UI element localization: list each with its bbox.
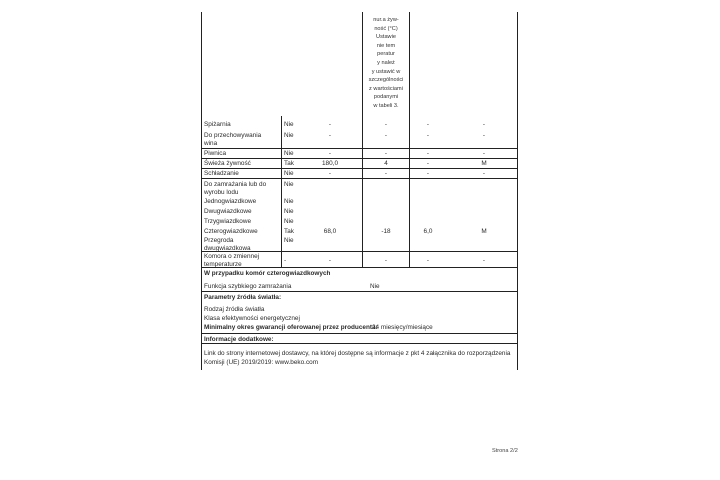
row-value: - (482, 150, 486, 157)
page-number: Strona 2/2 (492, 448, 518, 454)
row-value: - (384, 150, 388, 157)
light-heading: Parametry źródła światła: (204, 294, 282, 301)
row-flag: Tak (284, 160, 294, 167)
row-flag: Nie (284, 237, 294, 244)
row-value: - (482, 121, 486, 128)
row-value: - (384, 121, 388, 128)
info-line-2: Komisji (UE) 2019/2019: www.beko.com (204, 359, 319, 366)
row-label: Schładzanie (204, 170, 239, 177)
four-star-heading: W przypadku komór czterogwiazdkowych (204, 270, 331, 277)
row-value: - (426, 257, 430, 264)
row-label: Spiżarnia (204, 121, 231, 128)
row-value: - (482, 132, 486, 139)
row-value: - (426, 160, 430, 167)
row-value: - (426, 121, 430, 128)
row-value: - (482, 170, 486, 177)
row-value: - (328, 132, 332, 139)
row-flag: Nie (284, 181, 294, 188)
warranty-label: Minimalny okres gwarancji oferowanej przez producenta: (204, 324, 378, 331)
row-value: 6,0 (423, 228, 433, 235)
row-value: - (384, 132, 388, 139)
row-flag: Nie (284, 121, 294, 128)
row-label: Trzygwiazdkowe (204, 218, 251, 225)
row-label: Piwnica (204, 150, 227, 157)
row-flag: - (284, 257, 287, 264)
row-label: Komora o zmiennej temperaturze (204, 253, 260, 268)
info-heading: Informacje dodatkowe: (204, 336, 274, 343)
row-value: -18 (381, 228, 391, 235)
row-value: - (384, 170, 388, 177)
row-label: Czterogwiazdkowe (204, 228, 258, 235)
table-left-border (201, 12, 202, 370)
row-label: Dwugwiazdkowe (204, 208, 252, 215)
row-line (201, 333, 517, 334)
row-value: M (481, 228, 487, 235)
row-value: - (482, 257, 486, 264)
row-value: - (426, 170, 430, 177)
row-value: M (481, 160, 487, 167)
row-value: - (328, 121, 332, 128)
row-value: 4 (384, 160, 388, 167)
fast-freeze-label: Funkcja szybkiego zamrażania (204, 283, 292, 290)
row-line (201, 158, 517, 159)
row-label: Jednogwiazdkowe (204, 198, 257, 205)
col-divider-3 (409, 12, 410, 267)
row-flag: Nie (284, 170, 294, 177)
row-line (201, 168, 517, 169)
row-value: 68,0 (323, 228, 337, 235)
row-label: Do zamrażania lub do wyrobu lodu (204, 181, 267, 196)
light-class: Klasa efektywności energetycznej (204, 315, 300, 322)
row-value: - (328, 257, 332, 264)
info-line-1: Link do strony internetowej dostawcy, na której dostępne są informacje z pkt 4 załącznika do rozporządzenia (204, 350, 511, 357)
row-value: - (426, 150, 430, 157)
row-label: Świeża żywność (204, 160, 251, 167)
row-flag: Nie (284, 218, 294, 225)
warranty-value: 24 miesięcy/miesiące (372, 324, 433, 331)
row-value: - (328, 150, 332, 157)
row-value: - (384, 257, 388, 264)
light-type: Rodzaj źródła światła (204, 306, 265, 313)
col-divider-2 (362, 12, 363, 267)
row-flag: Nie (284, 132, 294, 139)
row-flag: Nie (284, 150, 294, 157)
temperature-note: nur.a żyw- ność (°C) Ustawie nie tem peratur y należ y ustawić w szczególności z wartościami podanymi w tabeli 3. (368, 17, 404, 109)
row-flag: Nie (284, 198, 294, 205)
row-label: Przegroda dwugwiazdkowa (204, 237, 251, 252)
row-line (201, 178, 517, 179)
table-right-border (517, 12, 518, 370)
fast-freeze-value: Nie (370, 283, 380, 290)
row-line (201, 148, 517, 149)
row-value: - (426, 132, 430, 139)
row-line (201, 291, 517, 292)
col-divider-1 (281, 116, 282, 267)
row-value: 180,0 (322, 160, 338, 167)
row-flag: Tak (284, 228, 294, 235)
row-label: Do przechowywania wina (204, 132, 262, 147)
row-flag: Nie (284, 208, 294, 215)
row-value: - (328, 170, 332, 177)
